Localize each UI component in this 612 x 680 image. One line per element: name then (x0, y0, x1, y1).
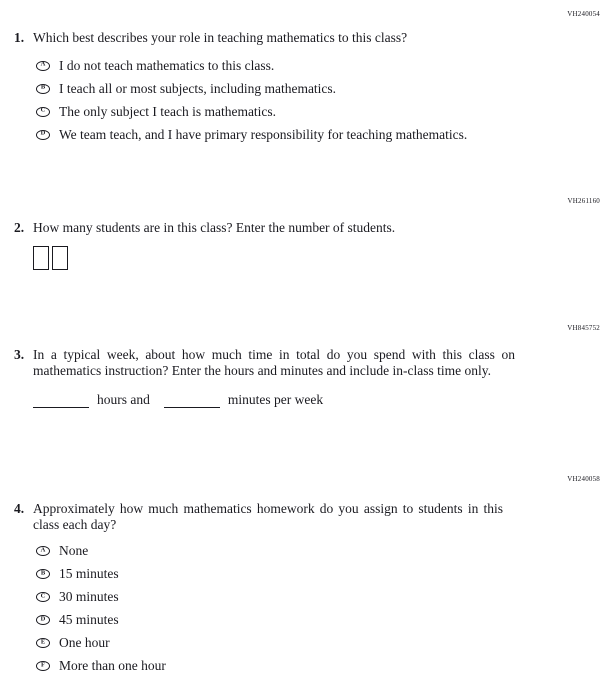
option-label: One hour (59, 635, 110, 650)
question-4 (14, 501, 519, 680)
question-4-option-e[interactable] (36, 636, 519, 650)
question-4-option-a[interactable] (36, 544, 519, 558)
question-4-option-c[interactable] (36, 590, 519, 604)
bubble-letter: B (40, 569, 46, 577)
time-fill-in (33, 392, 519, 408)
question-4-option-d[interactable] (36, 613, 519, 627)
option-label: I do not teach mathematics to this class. (59, 57, 275, 73)
question-1-option-c[interactable] (36, 105, 519, 119)
option-label: 30 minutes (59, 589, 119, 604)
bubble-letter: A (40, 546, 46, 554)
question-4-text: Approximately how much mathematics homework do you assign to students in this class each day? (33, 501, 503, 532)
bubble-letter: E (40, 638, 46, 646)
question-4-option-b[interactable] (36, 567, 519, 581)
answer-bubble-icon[interactable] (36, 638, 50, 648)
answer-bubble-icon[interactable] (36, 130, 50, 140)
question-1-option-d[interactable] (36, 128, 519, 142)
option-label: 45 minutes (59, 612, 119, 627)
answer-bubble-icon[interactable] (36, 546, 50, 556)
student-count-entry (33, 246, 519, 270)
question-4-code: VH240058 (567, 475, 600, 483)
answer-bubble-icon[interactable] (36, 569, 50, 579)
bubble-letter: A (40, 60, 46, 68)
question-1-code: VH240054 (567, 10, 600, 18)
answer-bubble-icon[interactable] (36, 84, 50, 94)
question-1-option-b[interactable] (36, 82, 519, 96)
question-3-number: 3. (14, 347, 25, 362)
option-label: More than one hour (59, 658, 166, 673)
question-1-number: 1. (14, 30, 25, 45)
question-2-code: VH261160 (567, 197, 600, 205)
bubble-letter: D (40, 129, 46, 137)
bubble-letter: B (40, 83, 46, 91)
question-4-options (33, 544, 519, 673)
option-label: 15 minutes (59, 566, 119, 581)
question-4-number: 4. (14, 501, 25, 516)
question-2 (14, 220, 519, 270)
question-3-code: VH845752 (567, 324, 600, 332)
answer-bubble-icon[interactable] (36, 107, 50, 117)
question-1-text: Which best describes your role in teaching mathematics to this class? (33, 30, 408, 45)
digit-box-ones[interactable] (52, 246, 68, 270)
answer-bubble-icon[interactable] (36, 615, 50, 625)
bubble-letter: C (40, 106, 46, 114)
hours-blank[interactable] (33, 395, 89, 408)
option-label: The only subject I teach is mathematics. (59, 103, 277, 119)
hours-label: hours and (97, 392, 150, 407)
question-4-option-f[interactable] (36, 659, 519, 673)
answer-bubble-icon[interactable] (36, 592, 50, 602)
question-1 (14, 30, 519, 151)
option-label: We team teach, and I have primary responsibility for teaching mathematics. (59, 126, 468, 142)
answer-bubble-icon[interactable] (36, 61, 50, 71)
digit-box-tens[interactable] (33, 246, 49, 270)
option-label: I teach all or most subjects, including mathematics. (59, 80, 337, 96)
question-1-option-a[interactable] (36, 59, 519, 73)
bubble-letter: D (40, 615, 46, 623)
question-3-text: In a typical week, about how much time in total do you spend with this class on mathematics instruction? Enter the hours and minutes and include in-class time only. (33, 347, 515, 378)
question-1-options (33, 59, 519, 142)
bubble-letter: C (40, 592, 46, 600)
option-label: None (59, 543, 89, 558)
answer-bubble-icon[interactable] (36, 661, 50, 671)
bubble-letter: F (41, 661, 45, 669)
question-2-number: 2. (14, 220, 25, 235)
question-3 (14, 347, 519, 408)
minutes-label: minutes per week (227, 392, 324, 407)
question-2-text: How many students are in this class? Enter the number of students. (33, 220, 396, 235)
minutes-blank[interactable] (164, 395, 220, 408)
